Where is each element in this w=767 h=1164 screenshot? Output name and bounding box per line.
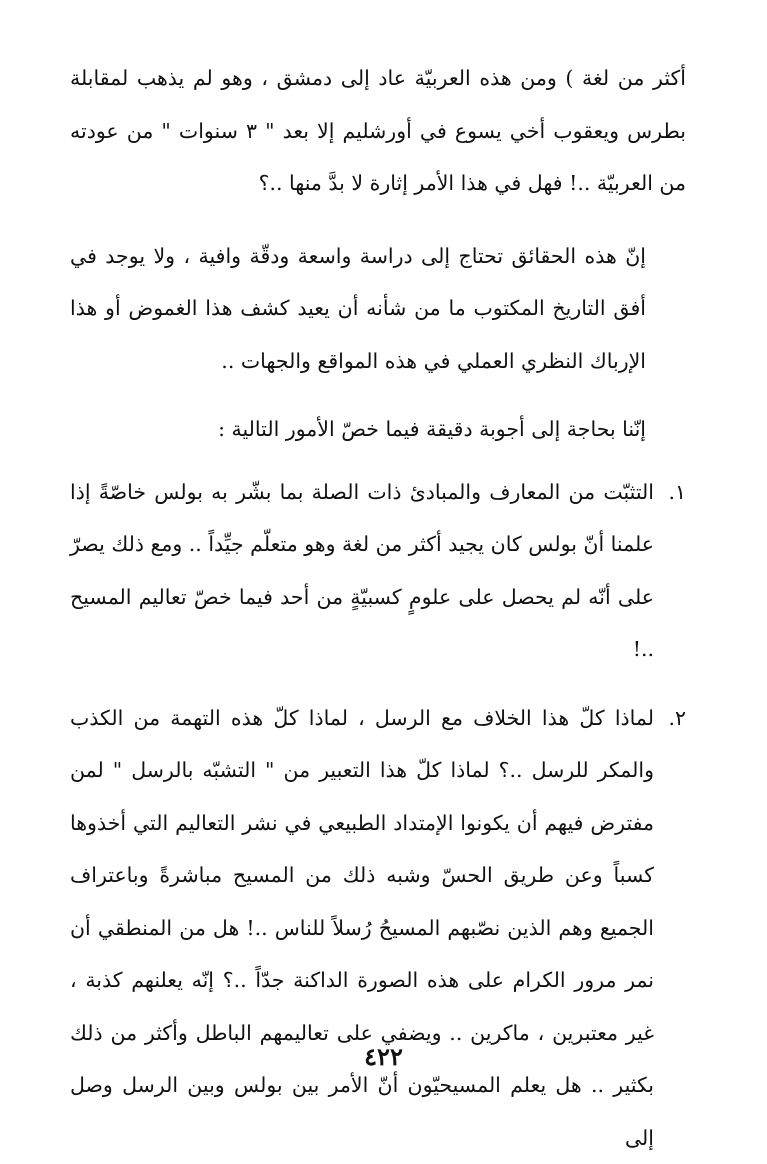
- list-item-2: [70, 692, 686, 1164]
- list-item-2-text: لماذا كلّ هذا الخلاف مع الرسل ، لماذا كلّ هذه التهمة من الكذب والمكر للرسل ..؟ لماذا كلّ هذا التعبير من " التشبّه بالرسل " لمن مفترض فيهم أن يكونوا الإمتداد الطبيعي في نشر التعاليم التي أخذوها كسباً وعن طريق الحسّ وشبه ذلك من المسيح مباشرةً وباعتراف الجميع وهم الذين نصّبهم المسيحُ رُسلاً للناس ..! هل من المنطقي أن نمر مرور الكرام على هذه الصورة الداكنة جدّاً ..؟ إنّه يعلنهم كذبة ، غير معتبرين ، ماكرين .. ويضفي على تعاليمهم الباطل وأكثر من ذلك بكثير .. هل يعلم المسيحيّون أنّ الأمر بين بولس وبين الرسل وصل إلى: [70, 692, 654, 1164]
- paragraph-3: إنّنا بحاجة إلى أجوبة دقيقة فيما خصّ الأمور التالية :: [70, 403, 686, 456]
- list-item-1-text: التثبّت من المعارف والمبادئ ذات الصلة بما بشّر به بولس خاصّةً إذا علمنا أنّ بولس كان يجيد أكثر من لغة وهو متعلّم جيِّداً .. ومع ذلك يصرّ على أنّه لم يحصل على علومٍ كسبيّةٍ من أحد فيما خصّ تعاليم المسيح ..!: [70, 466, 654, 676]
- page-body: [70, 52, 686, 1164]
- list-item-1: [70, 466, 686, 676]
- list-item-2-number: ٢.: [654, 692, 686, 745]
- list-item-1-number: ١.: [654, 466, 686, 519]
- page-number: ٤٢٢: [0, 1042, 767, 1071]
- paragraph-2: إنّ هذه الحقائق تحتاج إلى دراسة واسعة ودقّة وافية ، ولا يوجد في أفق التاريخ المكتوب ما من شأنه أن يعيد كشف هذا الغموض أو هذا الإرباك النظري العملي في هذه المواقع والجهات ..: [70, 230, 686, 388]
- paragraph-1: أكثر من لغة ) ومن هذه العربيّة عاد إلى دمشق ، وهو لم يذهب لمقابلة بطرس ويعقوب أخي يسوع في أورشليم إلا بعد " ٣ سنوات " من عودته من العربيّة ..! فهل في هذا الأمر إثارة لا بدَّ منها ..؟: [70, 52, 686, 210]
